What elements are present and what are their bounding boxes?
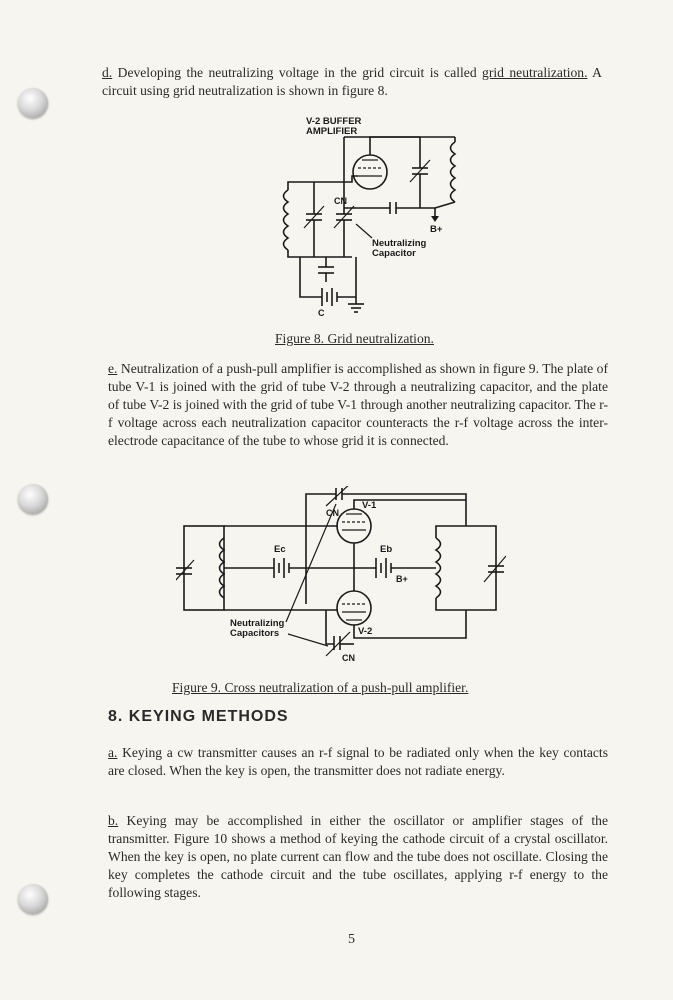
fig9-label-neutralizing: Neutralizing	[230, 618, 285, 629]
binder-hole-bottom	[18, 884, 48, 914]
figure-8-caption-text: Figure 8. Grid neutralization.	[275, 331, 434, 346]
figure-8-caption	[275, 330, 434, 348]
fig9-label-bplus: B+	[396, 574, 408, 584]
paragraph-a-label: a.	[108, 745, 118, 760]
grid-neutralization-term: grid neutralization.	[482, 65, 588, 80]
fig8-label-amplifier: AMPLIFIER	[306, 126, 358, 137]
paragraph-b-text: Keying may be accomplished in either the oscillator or amplifier stages of the transmitter. Figure 10 shows a method of keying the cathode circuit of a crystal oscillator. When the key is open, no plate current can flow and the tube does not oscillate. Closing the key completes the cathode circuit and the tube oscillates, applying r-f energy to the following stages.	[108, 813, 608, 900]
figure-9-caption	[172, 679, 468, 697]
figure-8-schematic	[260, 112, 460, 320]
fig9-label-ec: Ec	[274, 544, 286, 555]
paragraph-d-text: Developing the neutralizing voltage in the grid circuit is called	[117, 65, 477, 80]
paragraph-e-label: e.	[108, 361, 118, 376]
fig9-label-eb: Eb	[380, 544, 393, 555]
paragraph-a	[108, 744, 608, 780]
fig8-plate-coil	[451, 142, 456, 202]
fig8-label-neutralizing: Neutralizing	[372, 238, 427, 249]
fig8-label-cn: CN	[334, 196, 347, 206]
fig8-label-bplus: B+	[430, 224, 443, 235]
section-heading: 8. KEYING METHODS	[108, 708, 289, 725]
paragraph-b	[108, 812, 608, 902]
fig8-label-c: C	[318, 308, 325, 318]
paragraph-b-label: b.	[108, 813, 119, 828]
paragraph-d-text-2: A circuit using grid neutralization is shown in figure 8.	[102, 65, 602, 98]
figure-9-caption-text: Figure 9. Cross neutralization of a push-pull amplifier.	[172, 680, 469, 695]
paragraph-a-text: Keying a cw transmitter causes an r-f signal to be radiated only when the key contacts are closed. When the key is open, the transmitter does not radiate energy.	[108, 745, 608, 778]
paragraph-d-label: d.	[102, 65, 113, 80]
fig9-label-cn-bottom: CN	[342, 653, 355, 663]
paragraph-d	[102, 64, 602, 100]
fig9-plate-coil	[436, 538, 441, 598]
page-number: 5	[348, 932, 355, 947]
binder-hole-middle	[18, 484, 48, 514]
figure-9-schematic	[176, 486, 506, 664]
fig9-label-v1: V-1	[362, 500, 377, 511]
fig9-label-v2: V-2	[358, 626, 373, 637]
fig8-label-buffer: V-2 BUFFER	[306, 116, 362, 127]
fig8-grid-coil	[284, 190, 289, 250]
binder-hole-top	[18, 88, 48, 118]
paragraph-e-text: Neutralization of a push-pull amplifier is accomplished as shown in figure 9. The plate of tube V-1 is joined with the grid of tube V-2 through a neutralizing capacitor, and the plate of tube V-2 is joined with the grid of tube V-1 through another neutralizing capacitor. The r-f voltage across each neutralization capacitor counteracts the r-f voltage across the inter-electrode capacitance of the tube to whose grid it is connected.	[108, 361, 608, 448]
paragraph-e	[108, 360, 608, 450]
fig8-label-capacitor: Capacitor	[372, 248, 416, 259]
fig9-label-capacitors: Capacitors	[230, 628, 280, 639]
fig9-label-cn-top: CN	[326, 508, 339, 518]
